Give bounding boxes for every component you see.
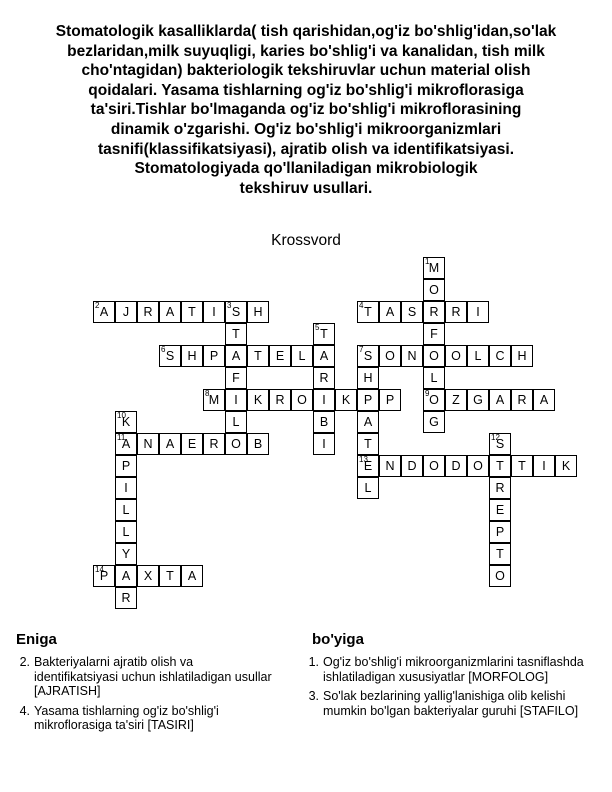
- crossword-cell[interactable]: [115, 543, 137, 565]
- crossword-cell[interactable]: [269, 389, 291, 411]
- cell-letter: I: [124, 481, 128, 495]
- clue-number: 3.: [308, 689, 319, 703]
- cell-letter: R: [495, 481, 505, 495]
- clue-number-marker: 7: [359, 345, 364, 354]
- down-heading: bo'yiga: [312, 631, 364, 648]
- across-clue-list: [12, 655, 274, 738]
- cell-letter: S: [363, 349, 373, 363]
- cell-letter: R: [319, 371, 329, 385]
- clue-number-marker: 6: [161, 345, 166, 354]
- clue-text: Yasama tishlarning og'iz bo'shlig'i mikroflorasiga ta'siri [TASIRI]: [34, 703, 219, 732]
- crossword-cell[interactable]: [313, 367, 335, 389]
- cell-letter: A: [121, 569, 131, 583]
- crossword-cell[interactable]: [357, 411, 379, 433]
- cell-letter: L: [298, 349, 306, 363]
- crossword-cell[interactable]: [181, 433, 203, 455]
- crossword-cell[interactable]: [555, 455, 577, 477]
- cell-letter: Z: [452, 393, 460, 407]
- crossword-cell[interactable]: [467, 345, 489, 367]
- crossword-cell[interactable]: [401, 345, 423, 367]
- cell-letter: F: [232, 371, 240, 385]
- clue-number-marker: 4: [359, 301, 364, 310]
- title-line: Stomatologik kasalliklarda( tish qarishidan,og'iz bo'shlig'idan,so'lak: [55, 23, 557, 40]
- crossword-cell[interactable]: [423, 455, 445, 477]
- cell-letter: G: [473, 393, 483, 407]
- clue-number-marker: 12: [491, 433, 500, 442]
- cell-letter: O: [429, 349, 439, 363]
- cell-letter: L: [122, 525, 130, 539]
- clue-number-marker: 3: [227, 301, 232, 310]
- crossword-cell[interactable]: [511, 345, 533, 367]
- crossword-cell[interactable]: [313, 411, 335, 433]
- crossword-cell[interactable]: [115, 521, 137, 543]
- crossword-cell[interactable]: [225, 411, 247, 433]
- crossword-cell[interactable]: [489, 565, 511, 587]
- crossword-cell[interactable]: [489, 433, 511, 455]
- crossword-cell[interactable]: [489, 499, 511, 521]
- cell-letter: L: [122, 503, 130, 517]
- cell-letter: A: [99, 305, 109, 319]
- crossword-cell[interactable]: [137, 301, 159, 323]
- cell-letter: A: [363, 415, 373, 429]
- clue-number-marker: 13: [359, 455, 368, 464]
- crossword-cell[interactable]: [379, 345, 401, 367]
- crossword-cell[interactable]: [379, 389, 401, 411]
- crossword-cell[interactable]: [225, 345, 247, 367]
- cell-letter: E: [275, 349, 285, 363]
- cell-letter: E: [363, 459, 373, 473]
- clue-item: [301, 655, 591, 684]
- cell-letter: R: [209, 437, 219, 451]
- cell-letter: R: [275, 393, 285, 407]
- clue-number-marker: 10: [117, 411, 126, 420]
- cell-letter: L: [364, 481, 372, 495]
- cell-letter: T: [320, 327, 328, 341]
- cell-letter: Y: [121, 547, 131, 561]
- cell-letter: T: [518, 459, 526, 473]
- clue-text: Bakteriyalarni ajratib olish va identifikatsiyasi uchun ishlatiladigan usullar [AJRATISH]: [34, 655, 272, 698]
- crossword-cell[interactable]: [401, 455, 423, 477]
- crossword-cell[interactable]: [159, 565, 181, 587]
- crossword-cell[interactable]: [181, 565, 203, 587]
- crossword-cell[interactable]: [313, 345, 335, 367]
- cell-letter: R: [143, 305, 153, 319]
- crossword-cell[interactable]: [181, 345, 203, 367]
- crossword-cell[interactable]: [291, 389, 313, 411]
- cell-letter: L: [232, 415, 240, 429]
- crossword-cell[interactable]: [291, 345, 313, 367]
- cell-letter: A: [319, 349, 329, 363]
- crossword-cell[interactable]: [225, 301, 247, 323]
- cell-letter: P: [363, 393, 373, 407]
- crossword-cell[interactable]: [379, 455, 401, 477]
- cell-letter: K: [561, 459, 571, 473]
- crossword-cell[interactable]: [203, 345, 225, 367]
- cell-letter: A: [539, 393, 549, 407]
- crossword-cell[interactable]: [115, 565, 137, 587]
- cell-letter: A: [495, 393, 505, 407]
- crossword-cell[interactable]: [115, 455, 137, 477]
- crossword-cell[interactable]: [511, 389, 533, 411]
- crossword-cell[interactable]: [313, 323, 335, 345]
- cell-letter: S: [165, 349, 175, 363]
- clue-number-marker: 5: [315, 323, 320, 332]
- crossword-cell[interactable]: [423, 257, 445, 279]
- clue-item: [12, 655, 274, 699]
- cell-letter: I: [234, 393, 238, 407]
- cell-letter: B: [319, 415, 329, 429]
- cell-letter: A: [187, 569, 197, 583]
- crossword-cell[interactable]: [467, 389, 489, 411]
- crossword-cell[interactable]: [159, 345, 181, 367]
- crossword-cell[interactable]: [247, 345, 269, 367]
- clue-number-marker: 8: [205, 389, 210, 398]
- cell-letter: A: [385, 305, 395, 319]
- crossword-cell[interactable]: [93, 565, 115, 587]
- crossword-cell[interactable]: [357, 389, 379, 411]
- cell-letter: A: [231, 349, 241, 363]
- crossword-cell[interactable]: [489, 389, 511, 411]
- cell-letter: T: [496, 459, 504, 473]
- crossword-cell[interactable]: [247, 433, 269, 455]
- crossword-cell[interactable]: [423, 301, 445, 323]
- cell-letter: O: [429, 459, 439, 473]
- cell-letter: K: [121, 415, 131, 429]
- clue-number: 2.: [19, 655, 30, 669]
- crossword-heading: Krossvord: [271, 232, 341, 249]
- crossword-cell[interactable]: [335, 389, 357, 411]
- crossword-cell[interactable]: [423, 279, 445, 301]
- crossword-cell[interactable]: [203, 433, 225, 455]
- cell-letter: I: [212, 305, 216, 319]
- crossword-cell[interactable]: [137, 565, 159, 587]
- clue-number-marker: 14: [95, 565, 104, 574]
- cell-letter: O: [297, 393, 307, 407]
- crossword-cell[interactable]: [445, 301, 467, 323]
- cell-letter: O: [451, 349, 461, 363]
- cell-letter: L: [430, 371, 438, 385]
- crossword-cell[interactable]: [357, 301, 379, 323]
- crossword-cell[interactable]: [357, 455, 379, 477]
- crossword-cell[interactable]: [115, 477, 137, 499]
- cell-letter: I: [322, 437, 326, 451]
- crossword-cell[interactable]: [115, 433, 137, 455]
- cell-letter: P: [99, 569, 109, 583]
- crossword-cell[interactable]: [181, 301, 203, 323]
- crossword-cell[interactable]: [423, 389, 445, 411]
- title-line: bezlaridan,milk suyuqligi, karies bo'shlig'i va kanalidan, tish milk: [67, 42, 545, 60]
- crossword-cell[interactable]: [511, 455, 533, 477]
- title-line: dinamik o'zgarishi. Og'iz bo'shlig'i mikroorganizmlari: [110, 120, 502, 138]
- title-line: tasnifi(klassifikatsiyasi), ajratib olish va identifikatsiyasi.: [97, 140, 515, 158]
- cell-letter: I: [476, 305, 480, 319]
- crossword-cell[interactable]: [159, 301, 181, 323]
- cell-letter: O: [429, 283, 439, 297]
- crossword-cell[interactable]: [445, 455, 467, 477]
- crossword-cell[interactable]: [445, 389, 467, 411]
- crossword-cell[interactable]: [445, 345, 467, 367]
- cell-letter: T: [232, 327, 240, 341]
- crossword-cell[interactable]: [225, 323, 247, 345]
- cell-letter: D: [407, 459, 417, 473]
- clue-number-marker: 2: [95, 301, 100, 310]
- crossword-cell[interactable]: [489, 455, 511, 477]
- crossword-cell[interactable]: [115, 587, 137, 609]
- cell-letter: R: [121, 591, 131, 605]
- cell-letter: C: [495, 349, 505, 363]
- clue-number-marker: 1: [425, 257, 430, 266]
- cell-letter: P: [121, 459, 131, 473]
- crossword-cell[interactable]: [203, 301, 225, 323]
- crossword-cell[interactable]: [93, 301, 115, 323]
- clue-item: [301, 689, 591, 718]
- cell-letter: E: [187, 437, 197, 451]
- clue-text: Og'iz bo'shlig'i mikroorganizmlarini tasniflashda ishlatiladigan xususiyatlar [MORFOLOG]: [323, 655, 584, 684]
- cell-letter: O: [385, 349, 395, 363]
- title-line: tekshiruv usullari.: [239, 179, 373, 197]
- cell-letter: P: [385, 393, 395, 407]
- cell-letter: A: [165, 305, 175, 319]
- crossword-cell[interactable]: [423, 411, 445, 433]
- crossword-cell[interactable]: [423, 323, 445, 345]
- cell-letter: T: [496, 547, 504, 561]
- cell-letter: S: [495, 437, 505, 451]
- cell-letter: O: [231, 437, 241, 451]
- crossword-cell[interactable]: [423, 367, 445, 389]
- crossword-cell[interactable]: [313, 389, 335, 411]
- cell-letter: E: [495, 503, 505, 517]
- cell-letter: K: [253, 393, 263, 407]
- title-line: cho'ntagidan) bakteriologik tekshiruvlar uchun material olish: [81, 62, 531, 80]
- clue-number-marker: 11: [117, 433, 126, 442]
- crossword-cell[interactable]: [467, 301, 489, 323]
- cell-letter: F: [430, 327, 438, 341]
- crossword-cell[interactable]: [401, 301, 423, 323]
- clue-item: [12, 704, 274, 733]
- clue-number: 4.: [19, 703, 30, 718]
- cell-letter: P: [209, 349, 219, 363]
- crossword-cell[interactable]: [423, 345, 445, 367]
- crossword-cell[interactable]: [203, 389, 225, 411]
- cell-letter: D: [451, 459, 461, 473]
- crossword-cell[interactable]: [489, 477, 511, 499]
- crossword-cell[interactable]: [225, 367, 247, 389]
- cell-letter: K: [341, 393, 351, 407]
- clue-text: So'lak bezlarining yallig'lanishiga olib kelishi mumkin bo'lgan bakteriyalar guruhi [STAFILO]: [323, 689, 579, 718]
- cell-letter: O: [473, 459, 483, 473]
- cell-letter: H: [363, 371, 373, 385]
- cell-letter: T: [166, 569, 174, 583]
- cell-letter: G: [429, 415, 439, 429]
- cell-letter: A: [121, 437, 131, 451]
- cell-letter: T: [188, 305, 196, 319]
- cell-letter: L: [474, 349, 482, 363]
- crossword-cell[interactable]: [137, 433, 159, 455]
- crossword-cell[interactable]: [533, 455, 555, 477]
- crossword-cell[interactable]: [225, 389, 247, 411]
- crossword-cell[interactable]: [489, 345, 511, 367]
- across-heading: Eniga: [16, 631, 57, 648]
- cell-letter: B: [253, 437, 263, 451]
- crossword-cell[interactable]: [225, 433, 247, 455]
- crossword-cell[interactable]: [533, 389, 555, 411]
- cell-letter: R: [451, 305, 461, 319]
- crossword-cell[interactable]: [379, 301, 401, 323]
- down-clue-list: [301, 655, 591, 723]
- cell-letter: O: [495, 569, 505, 583]
- crossword-cell[interactable]: [159, 433, 181, 455]
- cell-letter: R: [517, 393, 527, 407]
- cell-letter: R: [429, 305, 439, 319]
- cell-letter: N: [385, 459, 395, 473]
- cell-letter: T: [254, 349, 262, 363]
- cell-letter: I: [542, 459, 546, 473]
- crossword-cell[interactable]: [313, 433, 335, 455]
- cell-letter: I: [322, 393, 326, 407]
- title-line: ta'siri.Tishlar bo'lmaganda og'iz bo'shlig'i mikroflorasining: [90, 101, 522, 119]
- crossword-cell[interactable]: [357, 345, 379, 367]
- clue-number-marker: 9: [425, 389, 430, 398]
- cell-letter: M: [428, 261, 440, 275]
- cell-letter: A: [165, 437, 175, 451]
- cell-letter: S: [407, 305, 417, 319]
- cell-letter: P: [495, 525, 505, 539]
- crossword-cell[interactable]: [115, 411, 137, 433]
- cell-letter: S: [231, 305, 241, 319]
- cell-letter: T: [364, 305, 372, 319]
- crossword-cell[interactable]: [247, 301, 269, 323]
- crossword-cell[interactable]: [489, 521, 511, 543]
- cell-letter: N: [143, 437, 153, 451]
- crossword-cell[interactable]: [247, 389, 269, 411]
- cell-letter: H: [253, 305, 263, 319]
- cell-letter: X: [143, 569, 153, 583]
- crossword-cell[interactable]: [269, 345, 291, 367]
- cell-letter: J: [122, 305, 130, 319]
- crossword-cell[interactable]: [357, 433, 379, 455]
- crossword-cell[interactable]: [357, 477, 379, 499]
- crossword-cell[interactable]: [489, 543, 511, 565]
- title-line: Stomatologiyada qo'llaniladigan mikrobiologik: [134, 160, 478, 178]
- title-line: qoidalari. Yasama tishlarning og'iz bo'shlig'i mikroflorasiga: [88, 81, 524, 99]
- clue-number: 1.: [308, 655, 319, 669]
- cell-letter: T: [364, 437, 372, 451]
- crossword-cell[interactable]: [467, 455, 489, 477]
- cell-letter: H: [187, 349, 197, 363]
- crossword-cell[interactable]: [115, 301, 137, 323]
- cell-letter: M: [208, 393, 220, 407]
- crossword-cell[interactable]: [357, 367, 379, 389]
- cell-letter: O: [429, 393, 439, 407]
- cell-letter: H: [517, 349, 527, 363]
- cell-letter: N: [407, 349, 417, 363]
- crossword-cell[interactable]: [115, 499, 137, 521]
